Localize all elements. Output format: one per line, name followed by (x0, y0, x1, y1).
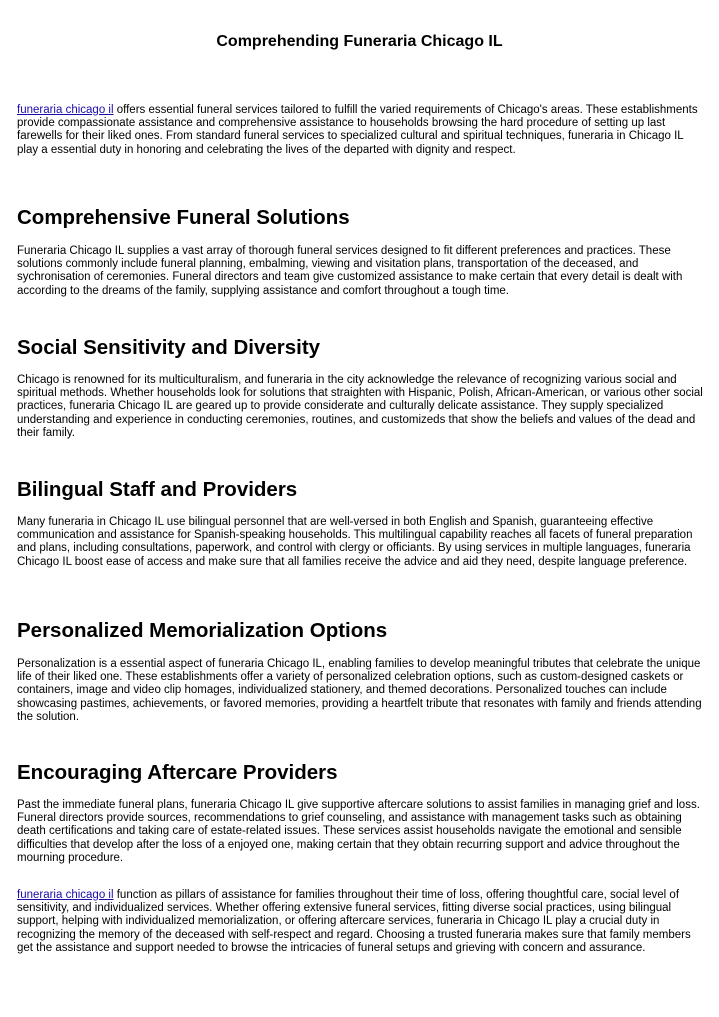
section-heading-comprehensive-funeral-solutions: Comprehensive Funeral Solutions (17, 206, 350, 229)
closing-link[interactable]: funeraria chicago il (17, 889, 114, 901)
section-body-comprehensive-funeral-solutions: Funeraria Chicago IL supplies a vast array of thorough funeral services designed to fit different preferences and practices. These solutions commonly include funeral planning, embalming, viewing and visitation plans, transportation of the deceased, and sychronisation of ceremonies. Funeral directors and team give customized assistance to make certain that every detail is dealt with according to the dreams of the family, supplying assistance and comfort throughout a tough time. (17, 245, 683, 297)
section-body-bilingual-staff: Many funeraria in Chicago IL use bilingual personnel that are well-versed in both English and Spanish, guaranteeing effective communication and assistance for Spanish-speaking households. This multilingual capability reaches all facets of funeral preparation and plans, including consultations, paperwork, and control with clergy or officiants. By using services in multiple languages, funeraria Chicago IL boost ease of access and make sure that all families receive the advice and aid they need, despite language preference. (17, 516, 693, 568)
section-heading-bilingual-staff: Bilingual Staff and Providers (17, 478, 298, 501)
intro-link[interactable]: funeraria chicago il (17, 104, 114, 116)
intro-text: offers essential funeral services tailored to fulfill the varied requirements of Chicago's areas. These establishments provide compassionate assistance and comprehensive assistance to households browsing the hard procedure of setting up last farewells for their liked ones. From standard funeral services to specialized cultural and spiritual techniques, funeraria in Chicago IL play a essential duty in honoring and celebrating the lives of the departed with dignity and respect. (17, 104, 698, 156)
page-title: Comprehending Funeraria Chicago IL (216, 33, 503, 50)
section-heading-personalized-memorialization: Personalized Memorialization Options (17, 619, 388, 642)
section-body-aftercare-providers: Past the immediate funeral plans, funeraria Chicago IL give supportive aftercare solutions to assist families in managing grief and loss. Funeral directors provide sources, recommendations to grief counseling, and assistance with management tasks such as obtaining death certifications and taking care of estate-related issues. These services assist households navigate the emotional and sensible difficulties that develop after the loss of a enjoyed one, making certain that they obtain recurring support and advice throughout the mourning procedure. (17, 799, 700, 864)
closing-paragraph (17, 889, 703, 955)
section-body-personalized-memorialization: Personalization is a essential aspect of funeraria Chicago IL, enabling families to develop meaningful tributes that celebrate the unique life of their liked one. These establishments offer a variety of personalized celebration options, such as custom-designed caskets or containers, image and video clip homages, individualized stationery, and themed decorations. Personalized touches can include showcasing pastimes, achievements, or favored memories, providing a heartfelt tribute that resonates with family and friends attending the solution. (17, 658, 702, 723)
section-heading-social-sensitivity: Social Sensitivity and Diversity (17, 336, 321, 359)
section-heading-aftercare-providers: Encouraging Aftercare Providers (17, 761, 338, 784)
intro-paragraph (17, 104, 703, 157)
section-body-social-sensitivity: Chicago is renowned for its multiculturalism, and funeraria in the city acknowledge the relevance of recognizing various social and spiritual methods. Whether households look for solutions that straighten with Hispanic, Polish, African-American, or various other social practices, funeraria Chicago IL are geared up to provide considerate and culturally delicate assistance. They supply specialized understanding and experience in conducting ceremonies, routines, and customizeds that show the beliefs and values of the dead and their family. (17, 374, 703, 439)
closing-text: function as pillars of assistance for families throughout their time of loss, offering thoughtful care, social level of sensitivity, and individualized services. Whether offering extensive funeral services, fitting diverse social practices, using bilingual support, helping with individualized memorialization, or offering aftercare services, funeraria in Chicago IL play a crucial duty in recognizing the memory of the deceased with self-respect and regard. Choosing a trusted funeraria makes sure that family members get the assistance and support needed to browse the intricacies of funeral setups and grieving with concern and assurance. (17, 889, 691, 954)
